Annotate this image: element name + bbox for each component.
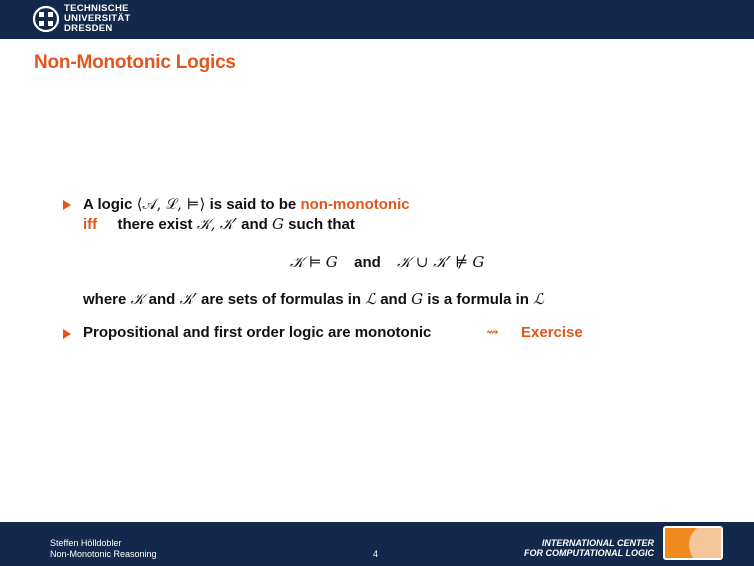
exercise-label: Exercise [521, 324, 583, 341]
university-line-1: TECHNISCHE [64, 3, 129, 14]
bullet-icon [63, 200, 71, 210]
k-prime-symbol: 𝒦′ [219, 215, 237, 233]
where-word: where [83, 291, 127, 308]
leads-to-arrow-icon: ⇝ [486, 323, 499, 341]
and-text: and [241, 216, 268, 233]
footer-bar [0, 522, 754, 566]
footer-author: Steffen Hölldobler [50, 538, 122, 548]
page-number: 4 [373, 549, 379, 559]
footer-course: Non-Monotonic Reasoning [50, 549, 157, 559]
where-line [83, 290, 544, 308]
university-name [64, 4, 131, 34]
where-is-formula: is a formula in [427, 291, 529, 308]
where-are-sets: are sets of formulas in [201, 291, 362, 308]
where-l2: ℒ [533, 290, 544, 308]
non-monotonic-highlight: non-monotonic [300, 196, 410, 213]
such-that-text: such that [288, 216, 355, 233]
university-line-3: DRESDEN [64, 23, 113, 34]
where-and2: and [380, 291, 407, 308]
iccl-line-2: FOR COMPUTATIONAL LOGIC [524, 548, 654, 558]
item1-mid: is said to be [209, 196, 297, 213]
bullet-icon [63, 329, 71, 339]
header-bar [0, 0, 754, 39]
iccl-name [524, 538, 654, 558]
iff-keyword: iff [83, 216, 98, 233]
formula-and: and [354, 254, 381, 271]
iccl-line-1: INTERNATIONAL CENTER [541, 538, 654, 548]
where-l1: ℒ [365, 290, 377, 308]
k-symbol: 𝒦, [196, 215, 216, 233]
formula-left: 𝒦 ⊨ [290, 253, 322, 271]
item2-text: Propositional and first order logic are monotonic [83, 324, 432, 341]
iccl-logo-icon [663, 526, 723, 560]
formula-line [290, 253, 484, 271]
slide-title: Non-Monotonic Logics [34, 52, 236, 73]
formula-right: 𝒦 ∪ 𝒦′ ⊭ [397, 253, 469, 271]
item1-line1 [83, 195, 410, 213]
where-k: 𝒦 [130, 290, 145, 308]
where-k-prime: 𝒦′ [179, 290, 197, 308]
item1-prefix: A logic [83, 196, 133, 213]
tud-logo-icon [32, 5, 60, 33]
university-line-2: UNIVERSITÄT [64, 13, 131, 24]
where-g: G [411, 290, 424, 308]
formula-g2: G [472, 253, 485, 271]
g-symbol: G [271, 215, 284, 233]
there-exist-text: there exist [117, 216, 193, 233]
formula-g1: G [325, 253, 338, 271]
where-and1: and [148, 291, 176, 308]
logic-tuple: ⟨𝒜, ℒ, ⊨⟩ [136, 195, 206, 213]
item1-line2 [83, 215, 355, 233]
